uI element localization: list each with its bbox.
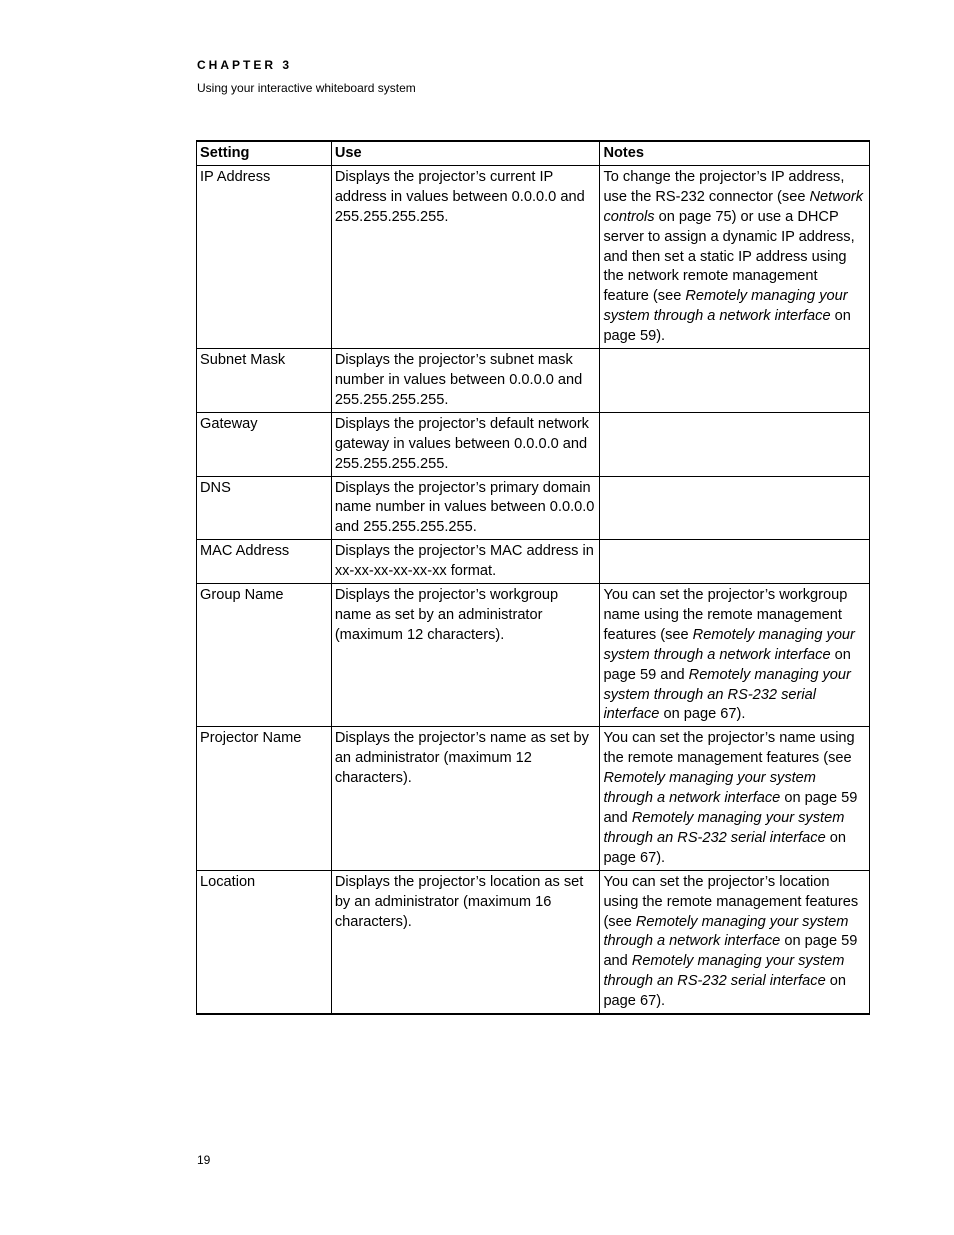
setting-cell: Location (197, 870, 332, 1014)
table-row (197, 412, 870, 476)
notes-cell (600, 165, 870, 348)
notes-text: on page 67). (659, 706, 746, 723)
table-header-row (197, 141, 870, 165)
table-body (197, 165, 870, 1014)
setting-cell: Group Name (197, 584, 332, 727)
notes-reference: Remotely managing your system through a network interface (603, 626, 855, 663)
use-cell: Displays the projector’s primary domain name number in values between 0.0.0.0 and 255.255.255.255. (331, 476, 600, 540)
page-number: 19 (197, 1153, 211, 1167)
setting-cell: IP Address (197, 165, 332, 348)
notes-cell (600, 584, 870, 727)
notes-reference: Network controls (603, 188, 864, 225)
header-use: Use (331, 141, 600, 165)
setting-cell: Gateway (197, 412, 332, 476)
notes-text: on page 75) or use a DHCP server to assign a dynamic IP address, and then set a static IP address using the network remote management feature (see (603, 208, 855, 305)
use-cell: Displays the projector’s location as set by an administrator (maximum 16 characters). (331, 870, 600, 1014)
use-cell: Displays the projector’s workgroup name as set by an administrator (maximum 12 characters). (331, 584, 600, 727)
notes-reference: Remotely managing your system through a network interface (603, 913, 849, 950)
settings-table (196, 140, 870, 1015)
setting-cell: Projector Name (197, 727, 332, 870)
use-cell: Displays the projector’s subnet mask number in values between 0.0.0.0 and 255.255.255.255. (331, 349, 600, 413)
notes-reference: Remotely managing your system through a network interface (603, 770, 816, 807)
notes-cell (600, 727, 870, 870)
table-row (197, 349, 870, 413)
use-cell: Displays the projector’s default network gateway in values between 0.0.0.0 and 255.255.255.255. (331, 412, 600, 476)
notes-text: on page 59 and (603, 933, 858, 970)
notes-cell (600, 540, 870, 584)
header-setting: Setting (197, 141, 332, 165)
table-row (197, 870, 870, 1014)
notes-reference: Remotely managing your system through an RS-232 serial interface (603, 810, 845, 846)
notes-cell (600, 870, 870, 1014)
notes-text: You can set the projector’s workgroup name using the remote management features (see (603, 587, 848, 643)
notes-text: You can set the projector’s name using the remote management features (see (603, 730, 855, 767)
table-row (197, 584, 870, 727)
table-row (197, 165, 870, 348)
notes-text: on page 59 and (603, 790, 858, 826)
notes-cell (600, 349, 870, 413)
use-cell: Displays the projector’s current IP address in values between 0.0.0.0 and 255.255.255.255. (331, 165, 600, 348)
setting-cell: MAC Address (197, 540, 332, 584)
chapter-label: CHAPTER 3 (197, 58, 293, 72)
notes-text: on page 67). (603, 829, 847, 866)
use-cell: Displays the projector’s name as set by an administrator (maximum 12 characters). (331, 727, 600, 870)
notes-reference: Remotely managing your system through a network interface (603, 288, 848, 325)
notes-text: You can set the projector’s location using the remote management features (see (603, 873, 859, 930)
chapter-subtitle: Using your interactive whiteboard system (197, 81, 416, 95)
setting-cell: DNS (197, 476, 332, 540)
table-row (197, 540, 870, 584)
use-cell: Displays the projector’s MAC address in xx-xx-xx-xx-xx-xx format. (331, 540, 600, 584)
notes-cell (600, 476, 870, 540)
notes-text: on page 59 and (603, 646, 851, 683)
notes-reference: Remotely managing your system through an RS-232 serial interface (603, 666, 851, 723)
notes-reference: Remotely managing your system through an RS-232 serial interface (603, 953, 845, 990)
notes-text: on page 59). (603, 308, 851, 345)
notes-text: on page 67). (603, 973, 847, 1010)
header-notes: Notes (600, 141, 870, 165)
table-row (197, 727, 870, 870)
notes-text: To change the projector’s IP address, use the RS-232 connector (see (603, 168, 845, 205)
setting-cell: Subnet Mask (197, 349, 332, 413)
notes-cell (600, 412, 870, 476)
table-row (197, 476, 870, 540)
